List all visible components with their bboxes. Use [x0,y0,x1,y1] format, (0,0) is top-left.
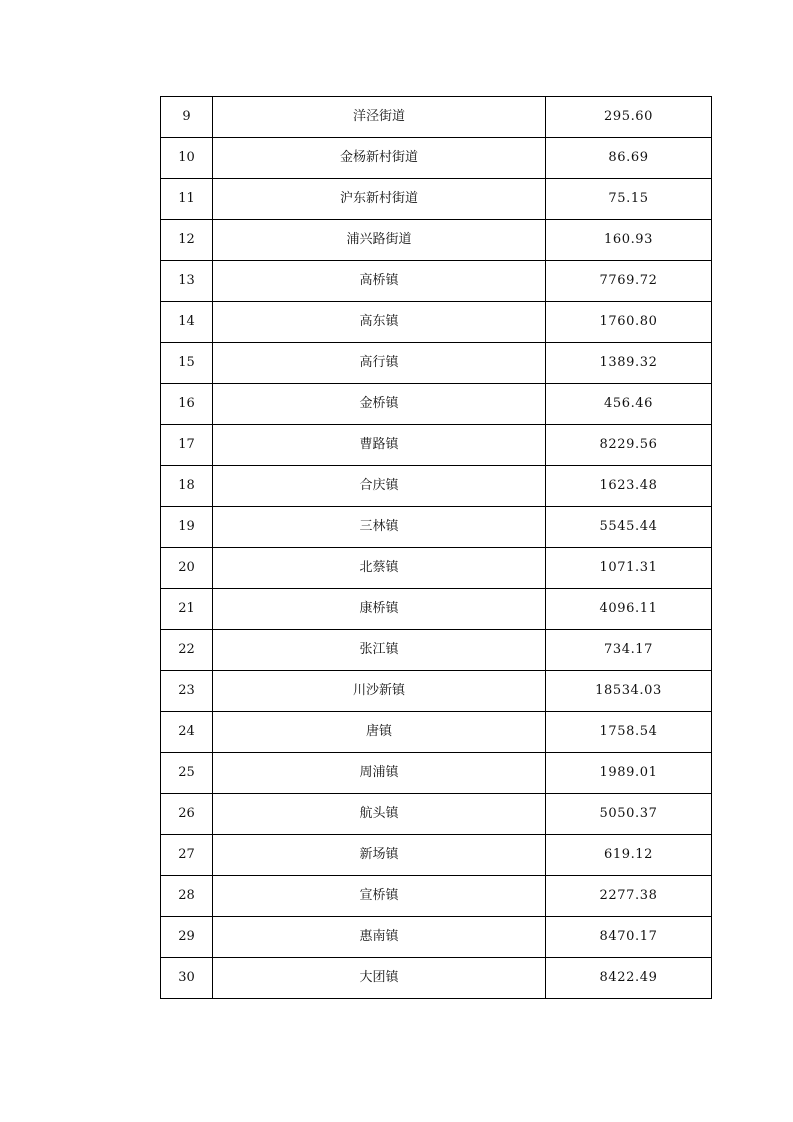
table-row [161,671,712,712]
row-number: 26 [161,794,213,835]
row-number: 20 [161,548,213,589]
table-row [161,794,712,835]
area-value: 1389.32 [546,343,712,384]
area-value: 1989.01 [546,753,712,794]
area-name: 周浦镇 [213,753,546,794]
row-number: 23 [161,671,213,712]
row-number: 30 [161,958,213,999]
area-value: 1760.80 [546,302,712,343]
table-row [161,466,712,507]
table-row [161,138,712,179]
area-value: 1071.31 [546,548,712,589]
area-value: 1623.48 [546,466,712,507]
row-number: 17 [161,425,213,466]
row-number: 25 [161,753,213,794]
area-name: 高行镇 [213,343,546,384]
row-number: 19 [161,507,213,548]
row-number: 16 [161,384,213,425]
table-row [161,302,712,343]
row-number: 18 [161,466,213,507]
area-name: 航头镇 [213,794,546,835]
table-row [161,753,712,794]
area-name: 浦兴路街道 [213,220,546,261]
row-number: 9 [161,97,213,138]
table-row [161,343,712,384]
table-body [161,97,712,999]
table-row [161,589,712,630]
area-name: 大团镇 [213,958,546,999]
row-number: 28 [161,876,213,917]
area-value: 5050.37 [546,794,712,835]
area-value: 86.69 [546,138,712,179]
table-row [161,425,712,466]
area-name: 川沙新镇 [213,671,546,712]
table-row [161,507,712,548]
area-name: 高桥镇 [213,261,546,302]
area-value: 8470.17 [546,917,712,958]
table-row [161,548,712,589]
area-value: 4096.11 [546,589,712,630]
area-value: 1758.54 [546,712,712,753]
area-value: 2277.38 [546,876,712,917]
row-number: 14 [161,302,213,343]
area-name: 宣桥镇 [213,876,546,917]
table-row [161,630,712,671]
area-name: 唐镇 [213,712,546,753]
table-row [161,179,712,220]
table-row [161,384,712,425]
area-name: 北蔡镇 [213,548,546,589]
row-number: 15 [161,343,213,384]
row-number: 11 [161,179,213,220]
row-number: 24 [161,712,213,753]
table-row [161,876,712,917]
area-name: 曹路镇 [213,425,546,466]
table-row [161,261,712,302]
area-value: 8229.56 [546,425,712,466]
table-row [161,917,712,958]
area-name: 高东镇 [213,302,546,343]
area-value: 5545.44 [546,507,712,548]
area-name: 沪东新村街道 [213,179,546,220]
area-name: 合庆镇 [213,466,546,507]
area-name: 新场镇 [213,835,546,876]
area-value: 734.17 [546,630,712,671]
area-value: 7769.72 [546,261,712,302]
area-name: 金杨新村街道 [213,138,546,179]
data-table [160,96,712,999]
area-value: 75.15 [546,179,712,220]
row-number: 12 [161,220,213,261]
row-number: 21 [161,589,213,630]
area-value: 160.93 [546,220,712,261]
table-row [161,958,712,999]
row-number: 29 [161,917,213,958]
area-value: 295.60 [546,97,712,138]
table-row [161,220,712,261]
area-name: 三林镇 [213,507,546,548]
area-value: 8422.49 [546,958,712,999]
area-name: 洋泾街道 [213,97,546,138]
area-name: 康桥镇 [213,589,546,630]
area-value: 619.12 [546,835,712,876]
area-value: 18534.03 [546,671,712,712]
row-number: 27 [161,835,213,876]
area-value: 456.46 [546,384,712,425]
area-name: 惠南镇 [213,917,546,958]
row-number: 22 [161,630,213,671]
row-number: 10 [161,138,213,179]
table-row [161,712,712,753]
table-row [161,835,712,876]
table-row [161,97,712,138]
area-name: 金桥镇 [213,384,546,425]
row-number: 13 [161,261,213,302]
area-name: 张江镇 [213,630,546,671]
